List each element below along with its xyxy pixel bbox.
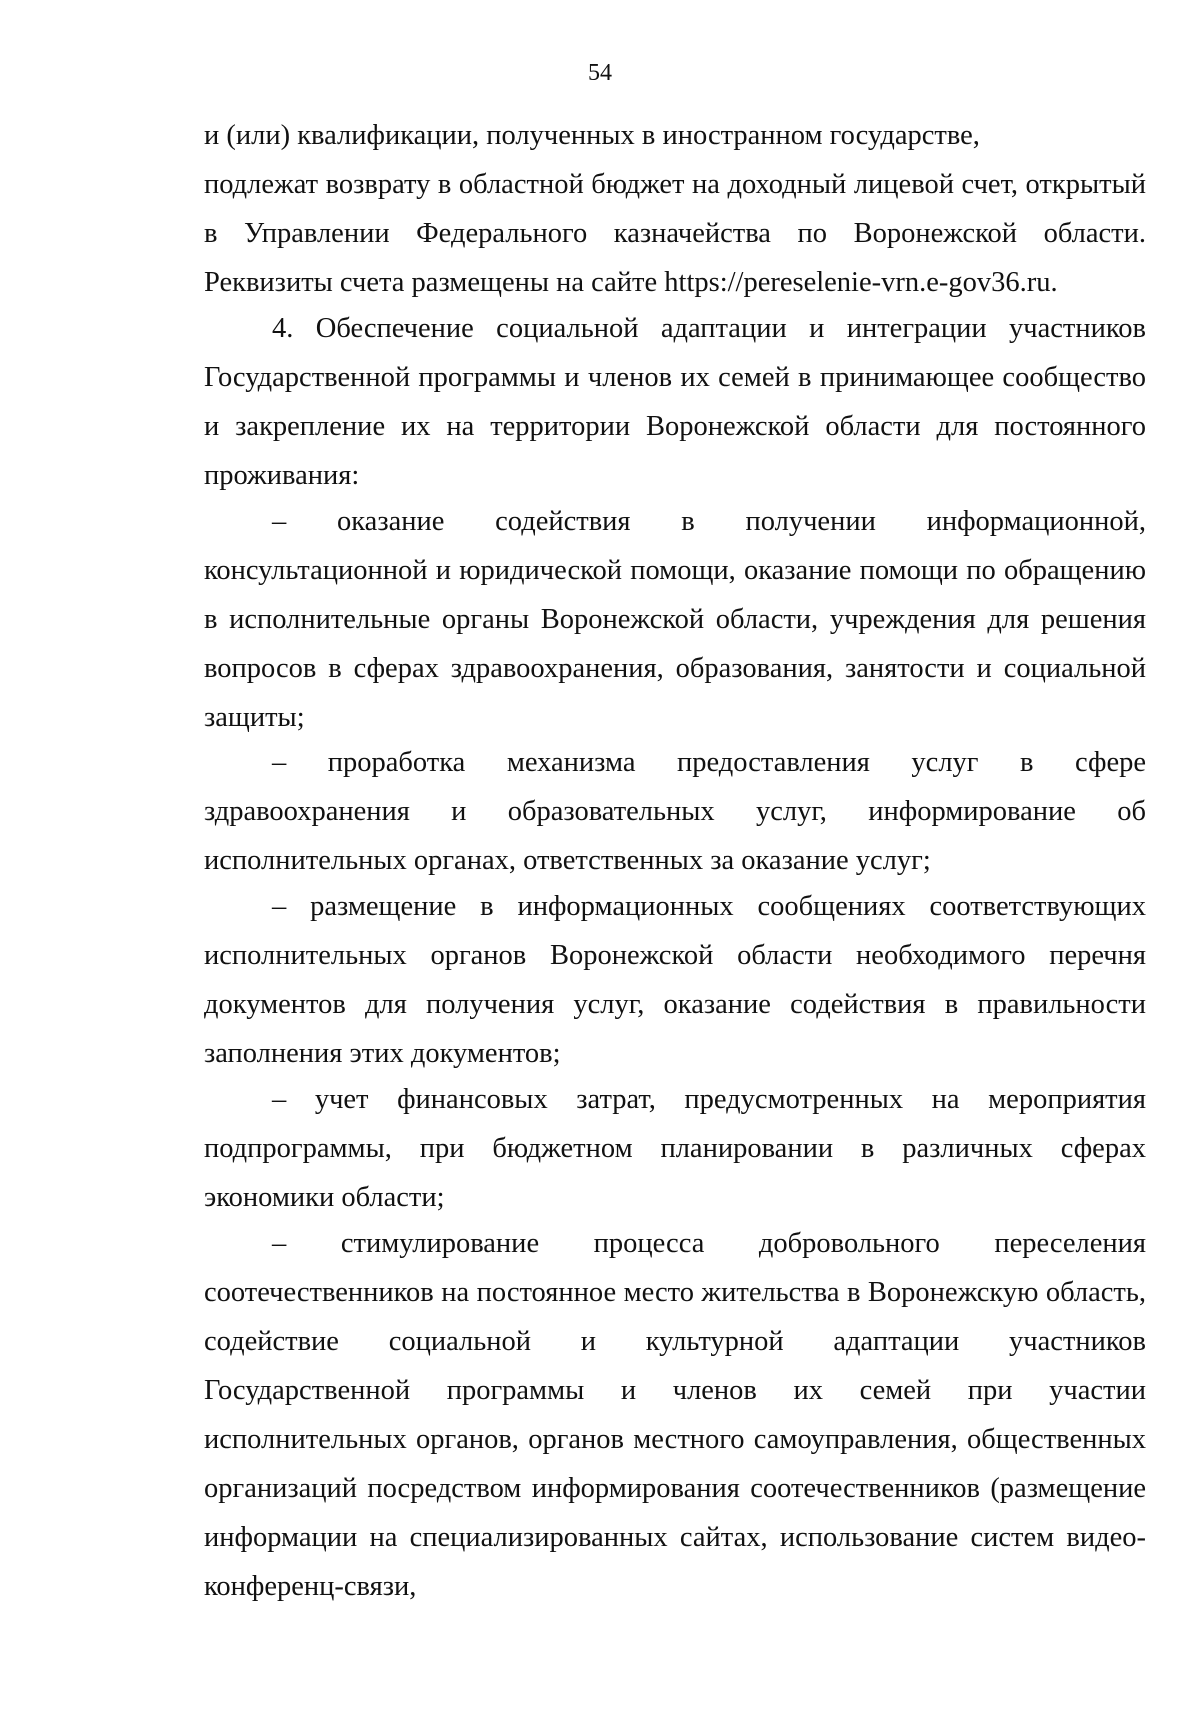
paragraph-bullet-4: – учет финансовых затрат, предусмотренных на мероприятия подпрограммы, при бюджетном планировании в различных сферах экономики области; — [204, 1084, 1146, 1213]
paragraph-continuation-line-1: и (или) квалификации, полученных в иностранном государстве, — [204, 120, 980, 151]
paragraph-bullet-3: – размещение в информационных сообщениях соответствующих исполнительных органов Воронежской области необходимого перечня документов для получения услуг, оказание содействия в правильности заполнения этих документов; — [204, 891, 1146, 1069]
paragraph-bullet-1: – оказание содействия в получении информационной, консультационной и юридической помощи, оказание помощи по обращению в исполнительные органы Воронежской области, учреждения для решения вопросов в сферах здравоохранения, образования, занятости и социальной защиты; — [204, 506, 1146, 733]
paragraph-bullet-2: – проработка механизма предоставления услуг в сфере здравоохранения и образовательных услуг, информирование об исполнительных органах, ответственных за оказание услуг; — [204, 747, 1146, 876]
paragraph-bullet-5: – стимулирование процесса добровольного переселения соотечественников на постоянное место жительства в Воронежскую область, содействие социальной и культурной адаптации участников Государственной программы и членов их семей при участии исполнительных органов, органов местного самоуправления, общественных организаций посредством информирования соотечественников (размещение информации на специализированных сайтах, использование систем видео-конференц-связи, — [204, 1228, 1146, 1602]
paragraph-item-4: 4. Обеспечение социальной адаптации и интеграции участников Государственной программы и членов их семей в принимающее сообщество и закрепление их на территории Воронежской области для постоянного проживания: — [204, 313, 1146, 491]
page-number: 54 — [588, 60, 612, 86]
paragraph-continuation-line-2: подлежат возврату в областной бюджет на доходный лицевой счет, открытый в Управлении Федерального казначейства по Воронежской области. Реквизиты счета размещены на сайте https://pereselenie-vrn.e-gov36.ru. — [204, 169, 1146, 298]
document-body — [204, 111, 1146, 1611]
